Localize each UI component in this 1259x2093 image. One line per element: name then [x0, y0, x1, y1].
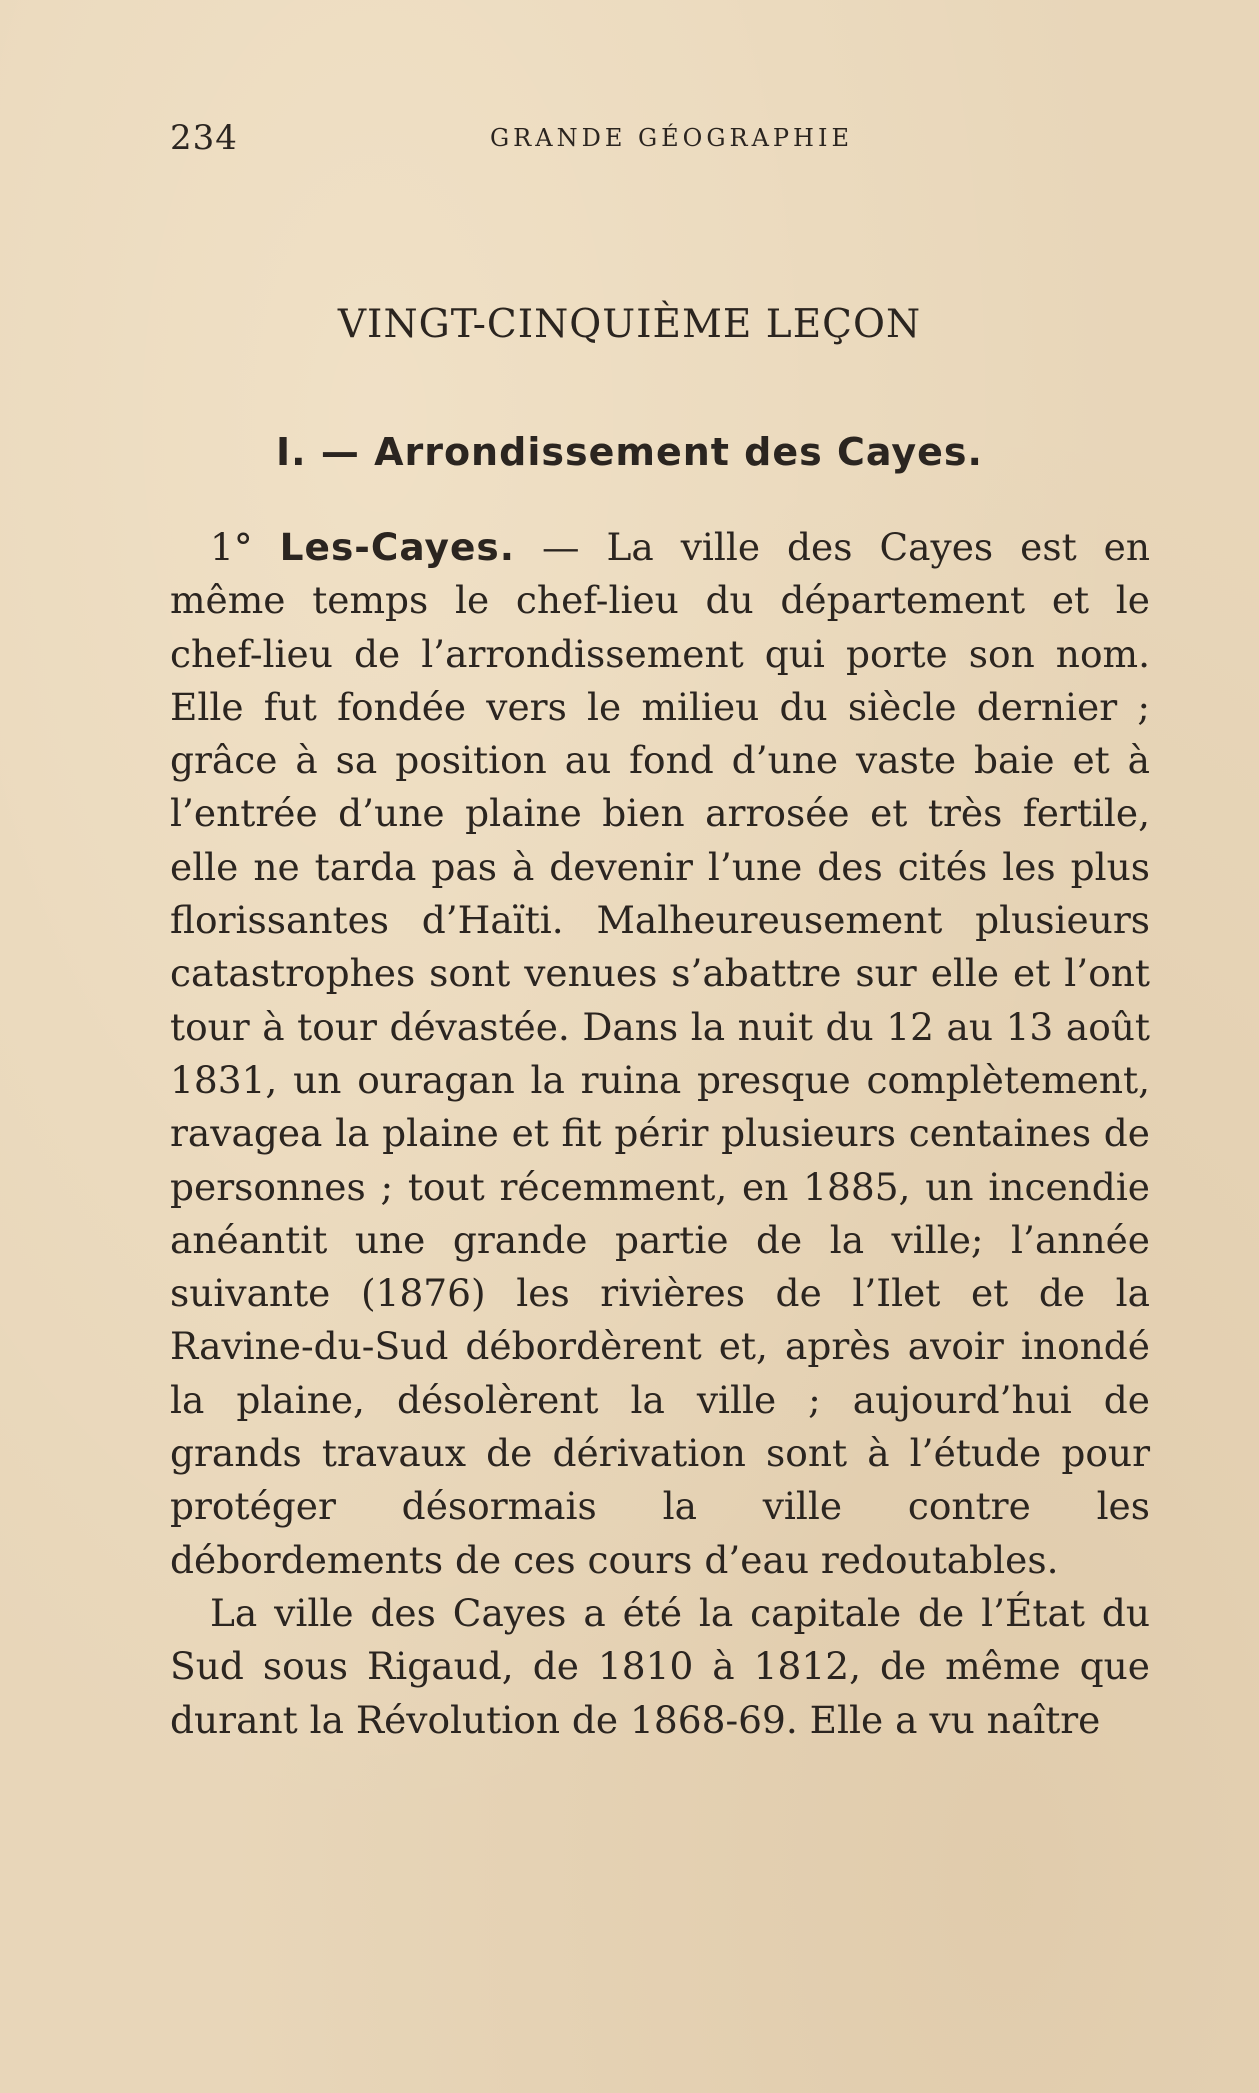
- lesson-title: VINGT-CINQUIÈME LEÇON: [337, 302, 922, 347]
- paragraph-subhead: Les-Cayes.: [279, 525, 515, 569]
- page-header: [170, 118, 1150, 168]
- running-title: GRANDE GÉOGRAPHIE: [490, 124, 853, 152]
- section-title: I. — Arrondissement des Cayes.: [276, 430, 983, 474]
- page-number: 234: [170, 118, 238, 158]
- paragraph-capital: La ville des Cayes a été la capitale de l’État du Sud sous Rigaud, de 1810 à 1812, de même que durant la Révolution de 1868-69. Elle a vu naître: [170, 1590, 1150, 1742]
- paragraph-body: — La ville des Cayes est en même temps le chef-lieu du département et le chef-lieu de l’arrondissement qui porte son nom. Elle fut fondée vers le milieu du siècle dernier ; grâce à sa position au fond d’une vaste baie et à l’entrée d’une plaine bien arrosée et très fertile, elle ne tarda pas à devenir l’une des cités les plus florissantes d’Haïti. Malheureusement plusieurs catastrophes sont venues s’abattre sur elle et l’ont tour à tour dévastée. Dans la nuit du 12 au 13 août 1831, un ouragan la ruina presque complètement, ravagea la plaine et fit périr plusieurs centaines de personnes ; tout récemment, en 1885, un incendie anéantit une grande partie de la ville; l’année suivante (1876) les rivières de l’Ilet et de la Ravine-du-Sud débordèrent et, après avoir inondé la plaine, désolèrent la ville ; aujourd’hui de grands travaux de dérivation sont à l’étude pour protéger désormais la ville contre les débordements de ces cours d’eau redoutables.: [170, 525, 1151, 1582]
- body-text: [170, 521, 1150, 1747]
- paragraph-les-cayes: [170, 521, 1150, 1587]
- paragraph-number: 1°: [210, 525, 253, 569]
